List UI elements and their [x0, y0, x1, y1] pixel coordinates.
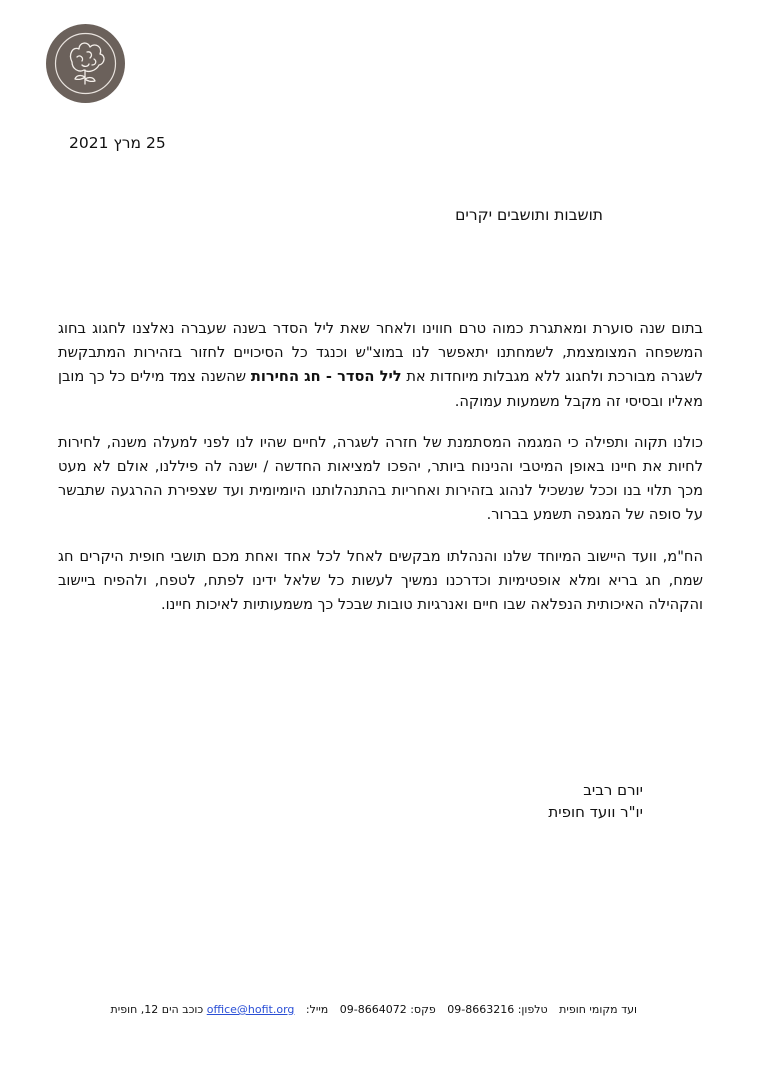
flower-emblem-icon: [46, 24, 125, 103]
footer-email-link[interactable]: office@hofit.org: [206, 1003, 295, 1016]
signer-name: יורם רביב: [583, 781, 643, 799]
paragraph-2: כולנו תקוה ותפילה כי המגמה המסתמנת של חזרה לשגרה, לחיים שהיו לנו לפני למעלה משנה, לחירות לחיות את חיינו באופן המיטבי והנינוח ביותר, יהפכו למציאות החדשה / ישנה לה פיללנו, אולם לא מעט מכך תלוי בנו וככל שנשכיל לנהוג בזהירות ואחריות בהתנהלותנו היומיומית ועד שצפירת ההרגעה שתבשר על סופה של המגפה תשמע בברור.: [58, 433, 703, 524]
signature: [548, 779, 643, 823]
logo: [46, 24, 125, 103]
greeting: תושבות ותושבים יקרים: [455, 206, 603, 224]
footer-fax: פקס: 09-8664072: [339, 1003, 436, 1016]
footer-address: כוכב הים 12, חופית: [110, 1003, 204, 1016]
footer-email-label: מייל:: [305, 1003, 329, 1016]
paragraph-1-bold-phrase: ליל הסדר - חג החירות: [250, 368, 402, 386]
footer-org: ועד מקומי חופית: [559, 1003, 637, 1016]
paragraph-1: [58, 317, 703, 414]
footer: [0, 1003, 637, 1016]
paragraph-3: הח"מ, וועד היישוב המיוחד שלנו והנהלתו מבקשים לאחל לכל אחד ואחת מכם תושבי חופית היקרים חג שמח, חג בריא ומלא אופטימיות וכדרכנו נמשיך לעשות כל שלאל ידינו לפתח, לטפח, ולהפיח ביישוב והקהילה האיכותית הנפלאה שבו חיים ואנרגיות טובות שבכל כך משמעותיות לאיכות חיינו.: [58, 547, 703, 614]
letter-body: [58, 317, 703, 634]
paragraph-1-text-end: שהשנה צמד מילים כל כך מובן מאליו ובסיסי זה מקבל משמעות עמוקה.: [58, 368, 703, 410]
footer-phone: טלפון: 09-8663216: [447, 1003, 548, 1016]
signer-role: יו"ר וועד חופית: [548, 803, 643, 821]
paragraph-1-text-start: בתום שנה סוערת ומאתגרת כמוה טרם חווינו ולאחר שאת ליל הסדר בשנה שעברה נאלצנו לחגוג בחוג המשפחה המצומצמת, לשמחתנו יתאפשר לנו במוצ"ש וכנגד כל הסיכויים לחזור בזהירות המתבקשת לשגרה מבורכת ולחגוג ללא מגבלות מיוחדות את: [58, 320, 703, 386]
letter-date: 25 מרץ 2021: [69, 134, 166, 152]
